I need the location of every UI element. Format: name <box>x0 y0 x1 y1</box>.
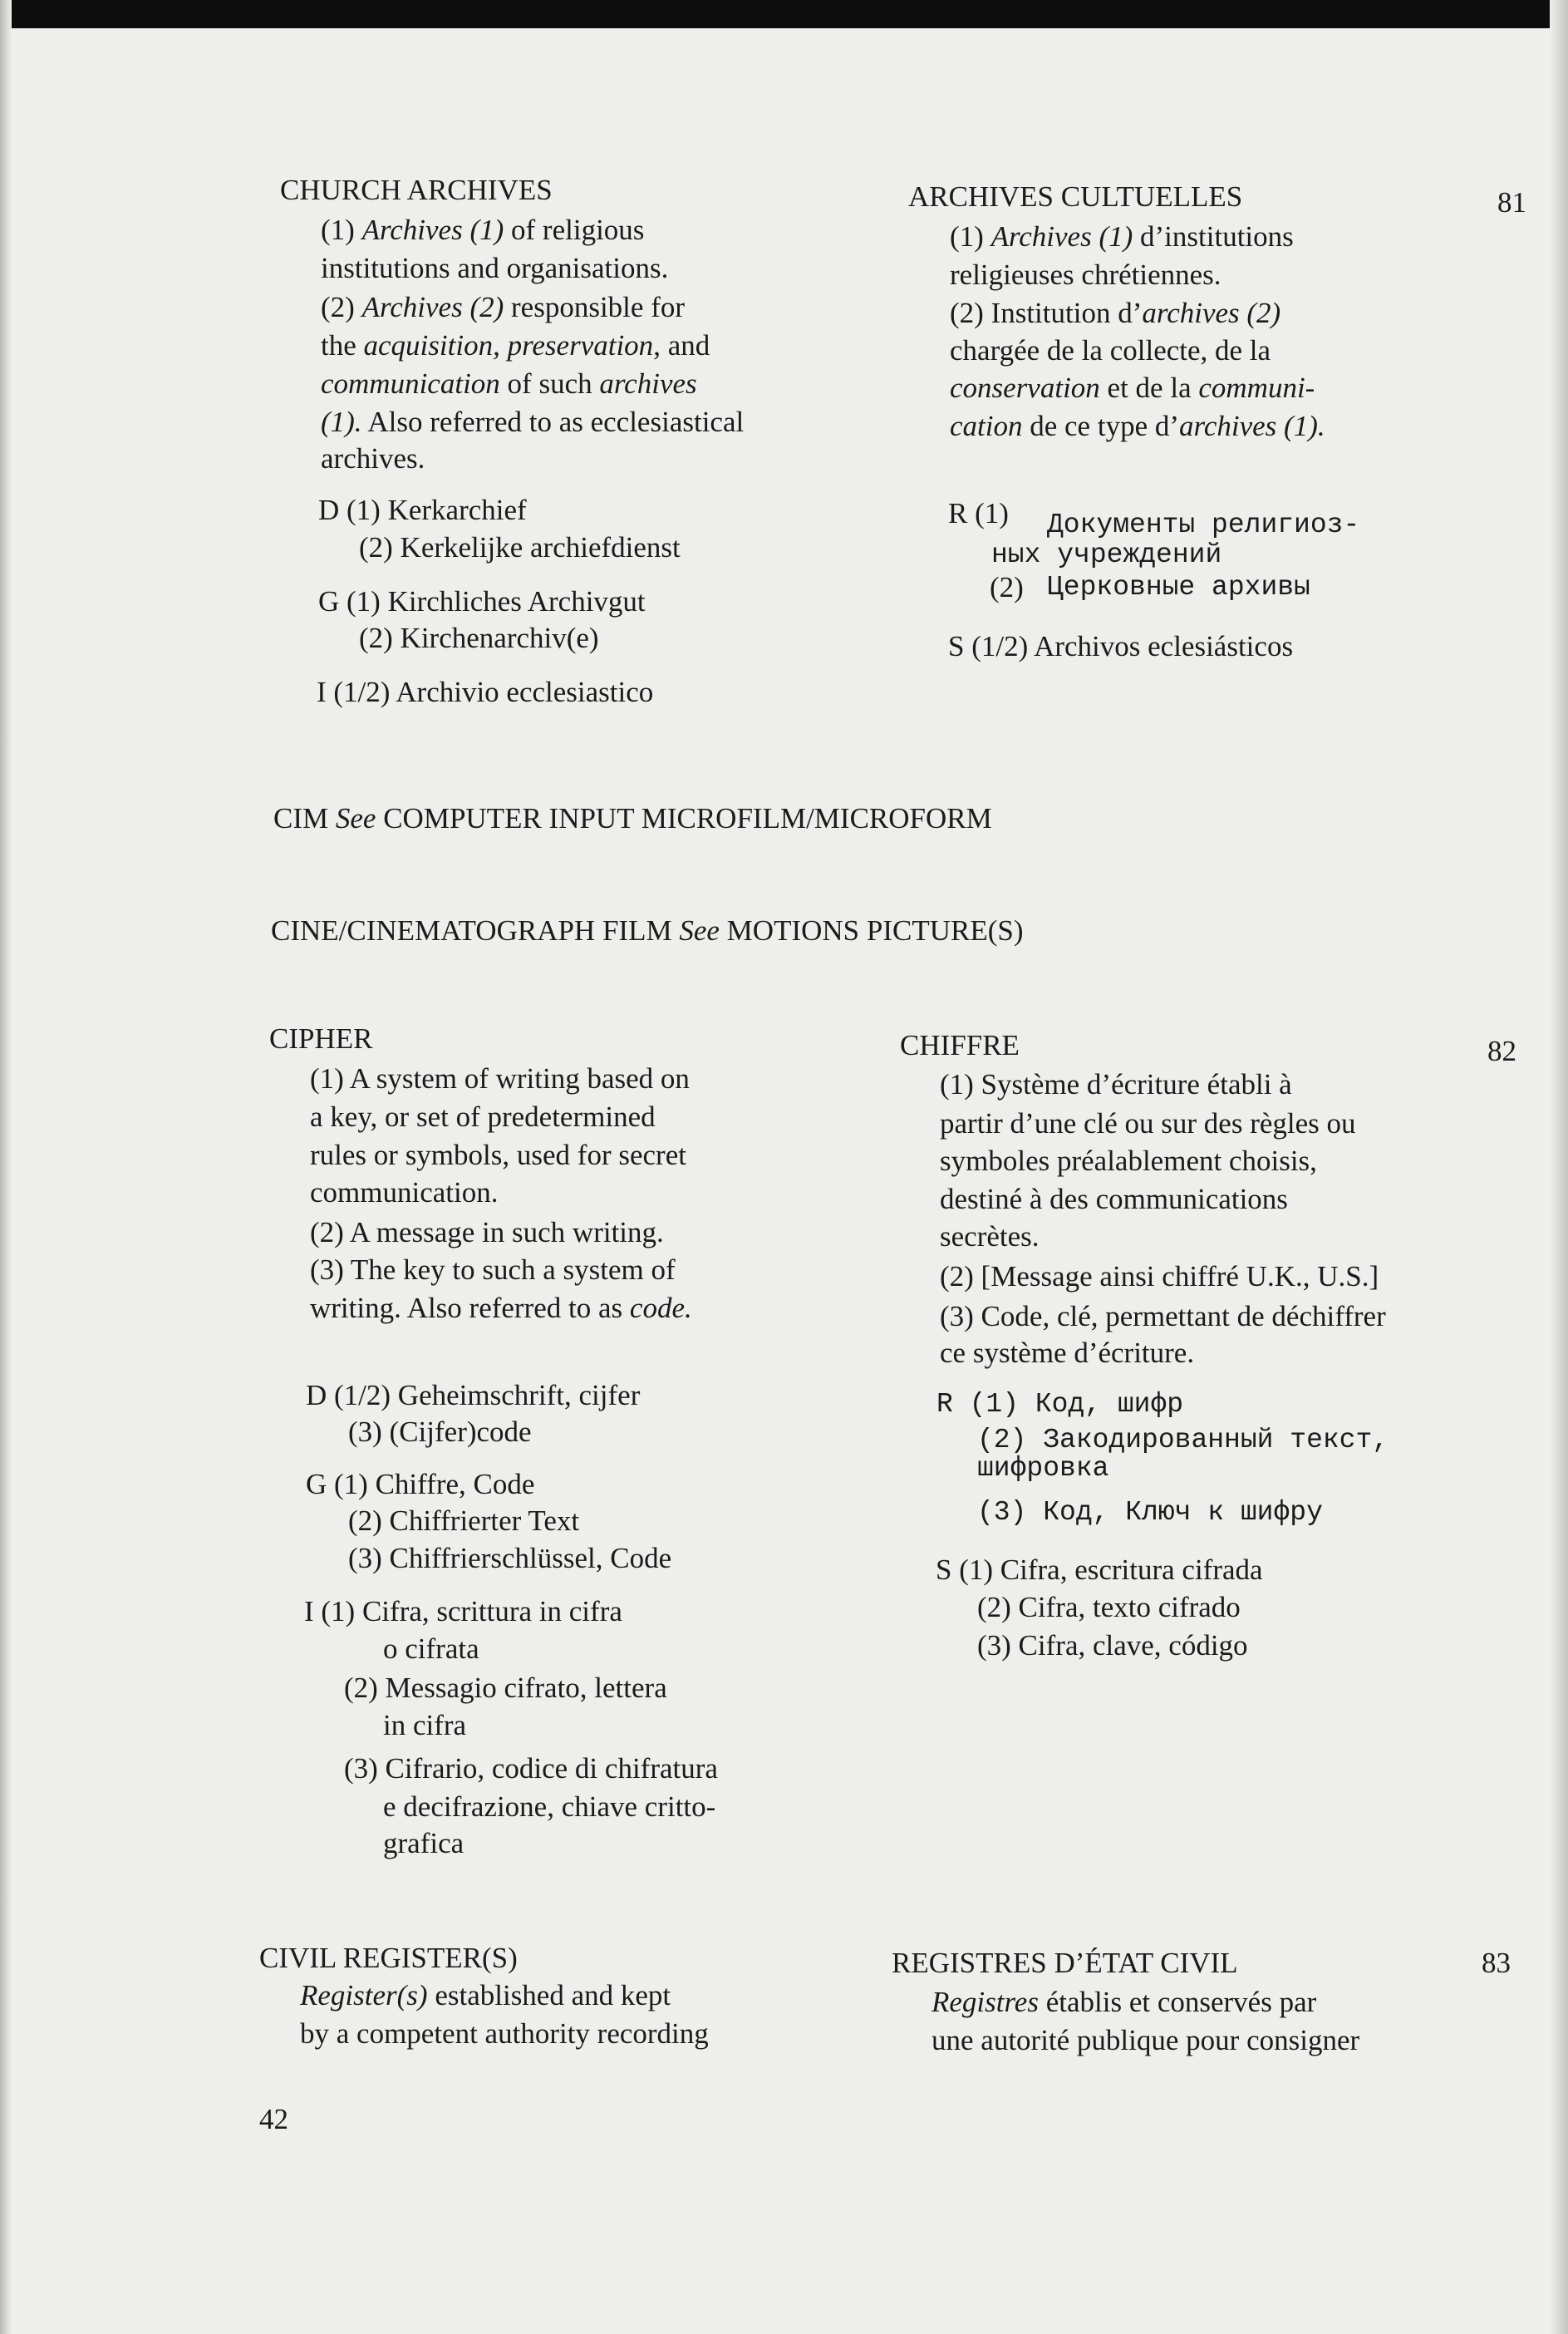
fr-line: (3) Code, clé, permettant de déchiffrer <box>940 1300 1386 1332</box>
see-label: See <box>679 914 720 947</box>
translation-line-ru: (2) Закодированный текст, <box>977 1425 1389 1455</box>
fr-line: (1) Archives (1) d’institutions <box>950 220 1294 253</box>
translation-line: D (1) Kerkarchief <box>318 494 527 526</box>
translation-line: D (1/2) Geheimschrift, cijfer <box>306 1379 641 1411</box>
en-line: archives. <box>321 442 425 475</box>
fr-line: (2) [Message ainsi chiffré U.K., U.S.] <box>940 1260 1379 1293</box>
translation-line: R (1) <box>948 497 1009 529</box>
fr-line: religieuses chrétiennes. <box>950 259 1221 291</box>
fr-line: chargée de la collecte, de la <box>950 334 1271 367</box>
fr-line: (1) Système d’écriture établi à <box>940 1068 1292 1101</box>
en-line: (2) Archives (2) responsible for <box>321 291 686 323</box>
translation-line: o cifrata <box>383 1632 479 1665</box>
en-line: institutions and organisations. <box>321 252 669 284</box>
translation-line-ru: шифровка <box>977 1453 1109 1484</box>
translation-line: (2) Kirchenarchiv(e) <box>359 622 599 654</box>
translation-line: in cifra <box>383 1709 467 1741</box>
translation-line: (3) Chiffrierschlüssel, Code <box>348 1542 672 1574</box>
translation-line: (2) Cifra, texto cifrado <box>977 1591 1241 1623</box>
cross-ref-term: CIM <box>273 802 329 835</box>
translation-line: I (1) Cifra, scrittura in cifra <box>304 1595 622 1627</box>
cross-ref-target: COMPUTER INPUT MICROFILM/MICROFORM <box>383 802 992 835</box>
translation-line: (3) Cifrario, codice di chifratura <box>344 1752 718 1785</box>
translation-line: S (1) Cifra, escritura cifrada <box>936 1554 1263 1586</box>
translation-line: S (1/2) Archivos eclesiásticos <box>948 630 1294 662</box>
en-line: communication of such archives <box>321 367 697 400</box>
translation-line-ru: ных учреждений <box>991 539 1222 570</box>
translation-line: G (1) Kirchliches Archivgut <box>318 585 646 618</box>
translation-line: (3) (Cijfer)code <box>348 1416 532 1448</box>
translation-line: e decifrazione, chiave critto- <box>383 1790 716 1823</box>
translation-line: I (1/2) Archivio ecclesiastico <box>317 676 654 708</box>
fr-line: Registres établis et conservés par <box>931 1986 1317 2018</box>
en-line: (1) A system of writing based on <box>310 1062 690 1095</box>
fr-line: partir d’une clé ou sur des règles ou <box>940 1107 1356 1140</box>
en-term: CIVIL REGISTER(S) <box>259 1942 518 1974</box>
en-line: the acquisition, preservation, and <box>321 329 710 362</box>
en-line: communication. <box>310 1176 499 1209</box>
cross-reference-cine <box>271 913 1024 949</box>
en-line: (1) Archives (1) of religious <box>321 214 645 246</box>
translation-line: (2) Kerkelijke archiefdienst <box>359 531 681 564</box>
fr-line: ce système d’écriture. <box>940 1337 1195 1369</box>
fr-line: symboles préalablement choisis, <box>940 1145 1317 1177</box>
translation-line: (2) Chiffrierter Text <box>348 1504 580 1537</box>
translation-line-ru: Документы религиоз- <box>1047 510 1360 540</box>
en-line: (2) A message in such writing. <box>310 1216 664 1248</box>
en-line: Register(s) established and kept <box>300 1979 671 2011</box>
fr-line: destiné à des communications <box>940 1183 1288 1215</box>
en-line: by a competent authority recording <box>300 2017 709 2050</box>
en-line: a key, or set of predetermined <box>310 1101 656 1133</box>
cross-reference-cim <box>273 800 992 837</box>
fr-line: conservation et de la communi- <box>950 372 1315 404</box>
en-line: writing. Also referred to as code. <box>310 1292 692 1324</box>
fr-term: ARCHIVES CULTUELLES <box>908 180 1243 213</box>
en-line: (1). Also referred to as ecclesiastical <box>321 406 745 438</box>
entry-number: 82 <box>1487 1035 1516 1067</box>
en-line: rules or symbols, used for secret <box>310 1139 686 1171</box>
en-line: (3) The key to such a system of <box>310 1253 676 1286</box>
en-term: CIPHER <box>269 1022 373 1055</box>
translation-line-ru: Церковные архивы <box>1047 572 1310 603</box>
fr-term: CHIFFRE <box>900 1029 1020 1061</box>
translation-line-ru: (3) Код, Ключ к шифру <box>977 1497 1323 1528</box>
cross-ref-term: CINE/CINEMATOGRAPH FILM <box>271 914 672 947</box>
cross-ref-target: MOTIONS PICTURE(S) <box>726 914 1024 947</box>
see-label: See <box>335 802 376 835</box>
translation-line: G (1) Chiffre, Code <box>306 1468 535 1500</box>
translation-line-ru: R (1) Код, шифр <box>936 1389 1184 1420</box>
page-number: 42 <box>259 2103 288 2135</box>
fr-term: REGISTRES D’ÉTAT CIVIL <box>892 1947 1238 1979</box>
fr-line: (2) Institution d’archives (2) <box>950 297 1281 329</box>
en-term: CHURCH ARCHIVES <box>280 174 553 206</box>
fr-line: secrètes. <box>940 1220 1040 1253</box>
entry-number: 83 <box>1482 1947 1511 1979</box>
translation-line: grafica <box>383 1827 465 1859</box>
fr-line: cation de ce type d’archives (1). <box>950 410 1325 442</box>
fr-line: une autorité publique pour consigner <box>931 2024 1360 2056</box>
translation-line: (2) Messagio cifrato, lettera <box>344 1672 667 1704</box>
entry-number: 81 <box>1497 186 1526 219</box>
translation-line: (2) <box>990 571 1024 603</box>
translation-line: (3) Cifra, clave, código <box>977 1629 1248 1662</box>
